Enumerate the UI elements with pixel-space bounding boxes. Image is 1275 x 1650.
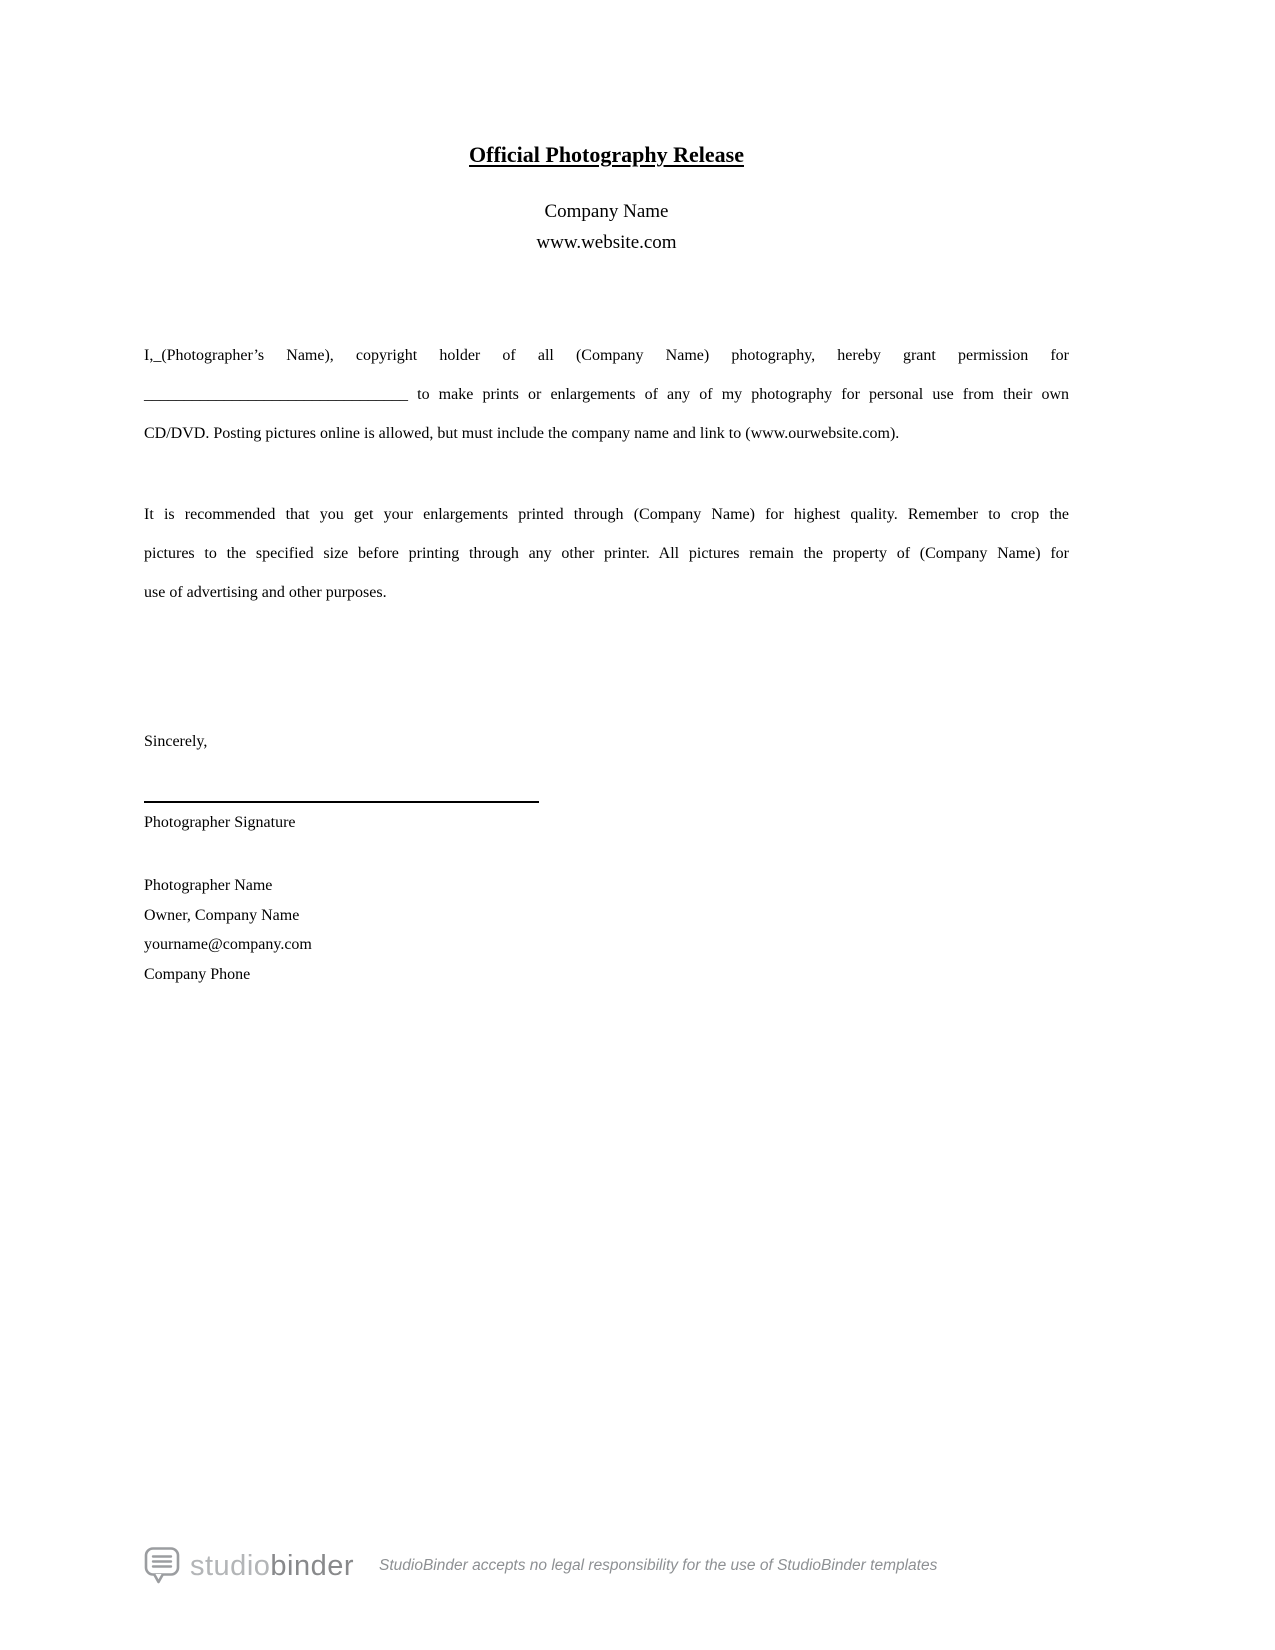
brand-studio: studio: [190, 1549, 271, 1582]
paragraph-recommendation: [144, 495, 1069, 612]
disclaimer-text: StudioBinder accepts no legal responsibility for the use of StudioBinder templates: [379, 1557, 938, 1574]
document-header: [144, 141, 1069, 258]
page-title: Official Photography Release: [469, 142, 744, 167]
company-name: Company Name: [544, 201, 669, 222]
paragraph-grant-permission: [144, 336, 1069, 453]
closing-sincerely: Sincerely,: [144, 733, 208, 750]
paragraph-line: CD/DVD. Posting pictures online is allowed, but must include the company name and link to (www.ourwebsite.com).: [144, 425, 900, 442]
speech-bubble-icon: [144, 1546, 181, 1586]
brand-binder: binder: [270, 1549, 355, 1582]
paragraph-line: I,_(Photographer’s Name), copyright holder of all (Company Name) photography, hereby grant permission for: [144, 347, 1069, 364]
paragraph-line: It is recommended that you get your enlargements printed through (Company Name) for highest quality. Remember to crop the: [144, 506, 1069, 523]
website-url: www.website.com: [536, 232, 677, 253]
paragraph-line: pictures to the specified size before printing through any other printer. All pictures remain the property of (Company Name) for: [144, 545, 1069, 562]
signer-email: yourname@company.com: [144, 936, 312, 953]
footer: [144, 1546, 937, 1586]
signature-label: Photographer Signature: [144, 814, 296, 831]
signer-role: Owner, Company Name: [144, 906, 300, 924]
signer-name: Photographer Name: [144, 877, 273, 894]
signer-contact-block: [144, 871, 1069, 989]
studiobinder-logo: [144, 1546, 354, 1586]
paragraph-line-with-blank: _________________________________ to make prints or enlargements of any of my photography for personal use from their own: [144, 386, 1069, 403]
brand-wordmark: [190, 1550, 354, 1583]
signer-phone: Company Phone: [144, 965, 251, 983]
signature-line: [144, 801, 539, 803]
paragraph-line: use of advertising and other purposes.: [144, 584, 387, 601]
